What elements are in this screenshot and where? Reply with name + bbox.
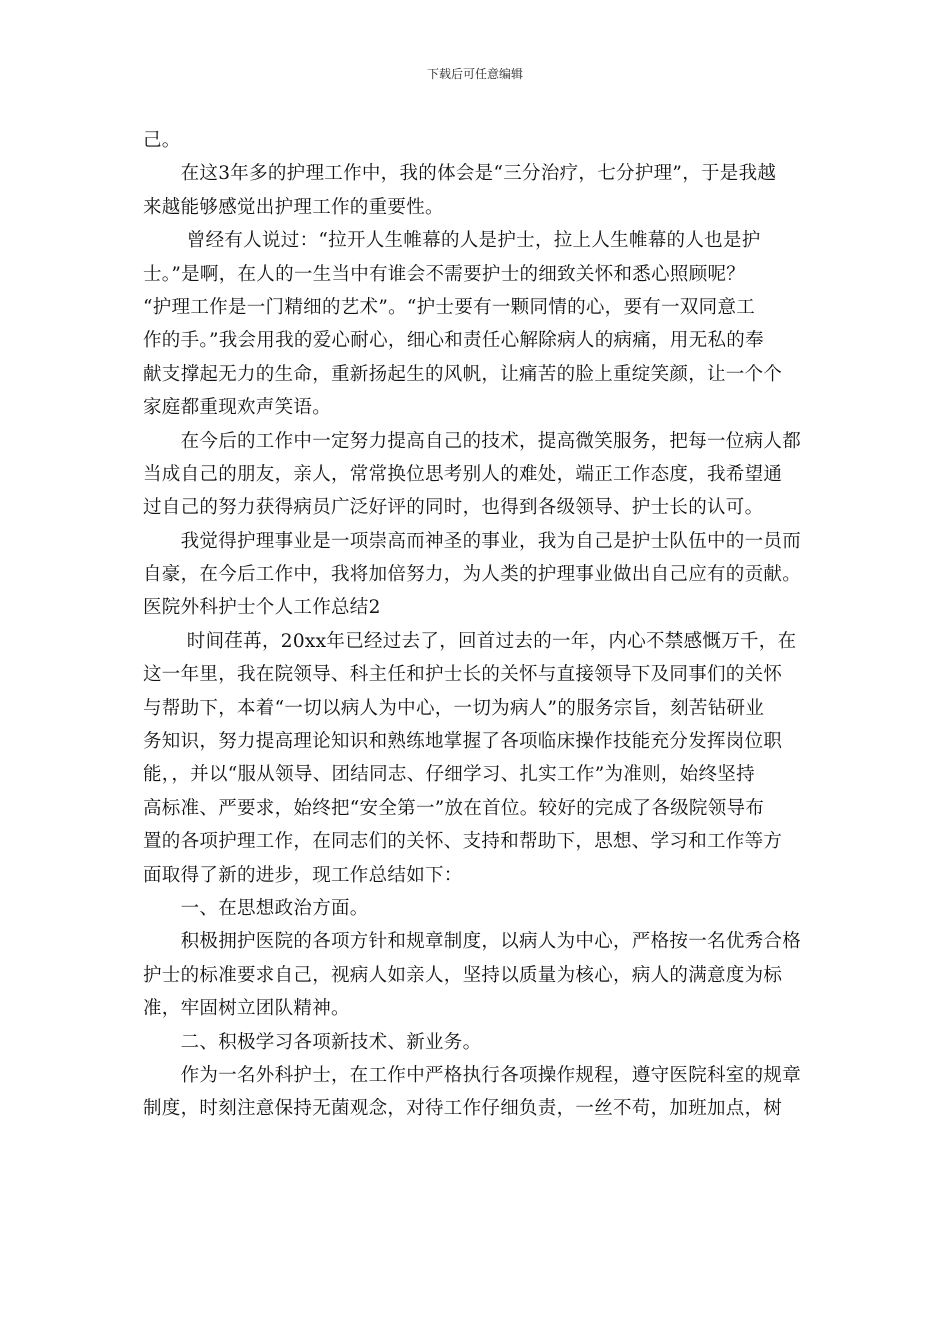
text-line: 护士的标准要求自己，视病人如亲人，坚持以质量为核心，病人的满意度为标 <box>143 964 783 986</box>
text-line: 置的各项护理工作，在同志们的关怀、支持和帮助下，思想、学习和工作等方 <box>143 831 783 853</box>
text-line: 面取得了新的进步，现工作总结如下： <box>143 864 463 886</box>
text-line: 务知识，努力提高理论知识和熟练地掌握了各项临床操作技能充分发挥岗位职 <box>143 731 783 753</box>
subsection-heading: 二、积极学习各项新技术、新业务。 <box>143 1031 482 1053</box>
subsection-heading: 一、在思想政治方面。 <box>143 897 369 919</box>
text-line: 士。”是啊，在人的一生当中有谁会不需要护士的细致关怀和悉心照顾呢？ <box>143 263 746 285</box>
text-line: 时间荏苒，20xx年已经过去了，回首过去的一年，内心不禁感慨万千，在 <box>143 630 797 652</box>
text-line: 高标准、严要求，始终把“安全第一”放在首位。较好的完成了各级院领导布 <box>143 797 765 819</box>
text-line: 来越能够感觉出护理工作的重要性。 <box>143 196 444 218</box>
text-line: 与帮助下，本着“一切以病人为中心，一切为病人”的服务宗旨，刻苦钻研业 <box>143 697 765 719</box>
text-line: 曾经有人说过：“拉开人生帷幕的人是护士，拉上人生帷幕的人也是护 <box>143 230 761 252</box>
text-line: 己。 <box>143 130 181 151</box>
page-header: 下载后可任意编辑 <box>426 67 523 81</box>
text-line: 家庭都重现欢声笑语。 <box>143 397 332 419</box>
text-line: 在今后的工作中一定努力提高自己的技术，提高微笑服务，把每一位病人都 <box>143 430 802 452</box>
text-line: 积极拥护医院的各项方针和规章制度，以病人为中心，严格按一名优秀合格 <box>143 931 802 953</box>
text-line: 制度，时刻注意保持无菌观念，对待工作仔细负责，一丝不苟，加班加点，树 <box>143 1098 783 1120</box>
text-line: 能，，并以“服从领导、团结同志、仔细学习、扎实工作”为准则，始终坚持 <box>143 764 755 786</box>
text-line: 当成自己的朋友，亲人，常常换位思考别人的难处，端正工作态度，我希望通 <box>143 463 783 485</box>
text-line: 这一年里，我在院领导、科主任和护士长的关怀与直接领导下及同事们的关怀 <box>143 664 783 686</box>
text-line: “护理工作是一门精细的艺术”。“护士要有一颗同情的心，要有一双同意工 <box>143 296 756 318</box>
text-line: 在这3年多的护理工作中，我的体会是“三分治疗，七分护理”，于是我越 <box>143 163 777 185</box>
text-line: 作的手。”我会用我的爱心耐心，细心和责任心解除病人的病痛，用无私的奉 <box>143 330 764 352</box>
text-line: 自豪，在今后工作中，我将加倍努力，为人类的护理事业做出自己应有的贡献。 <box>143 564 802 586</box>
text-line: 作为一名外科护士，在工作中严格执行各项操作规程，遵守医院科室的规章 <box>143 1064 802 1086</box>
section-heading: 医院外科护士个人工作总结2 <box>143 597 381 619</box>
text-line: 准，牢固树立团队精神。 <box>143 998 350 1020</box>
text-line: 献支撑起无力的生命，重新扬起生的风帆，让痛苦的脸上重绽笑颜，让一个个 <box>143 363 783 385</box>
text-line: 过自己的努力获得病员广泛好评的同时，也得到各级领导、护士长的认可。 <box>143 497 764 519</box>
document-body <box>143 124 823 1126</box>
text-line: 我觉得护理事业是一项崇高而神圣的事业，我为自己是护士队伍中的一员而 <box>143 530 802 552</box>
